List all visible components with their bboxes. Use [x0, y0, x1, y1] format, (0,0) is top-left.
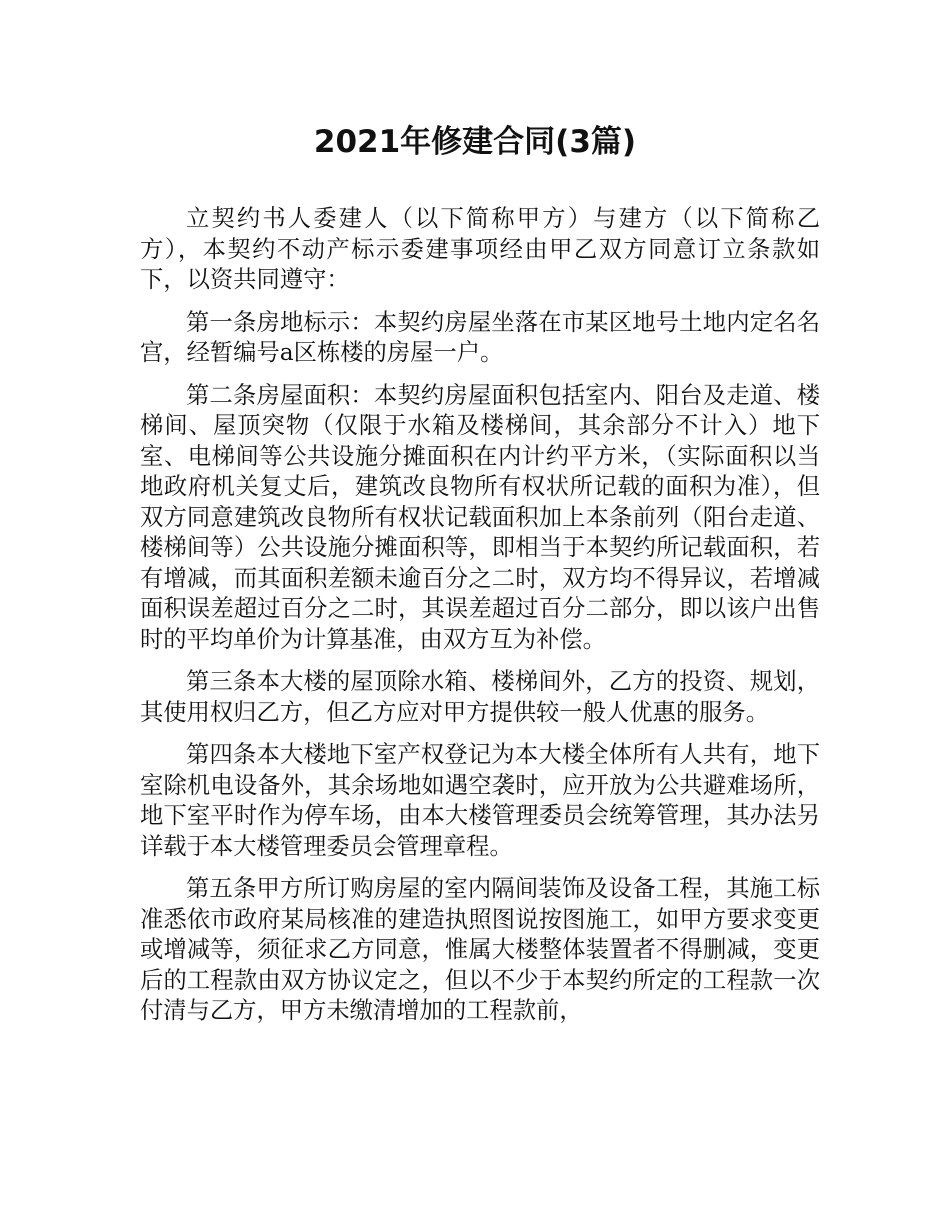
paragraph-article-5: 第五条甲方所订购房屋的室内隔间装饰及设备工程，其施工标准悉依市政府某局核准的建造执照图说按图施工，如甲方要求变更或增减等，须征求乙方同意，惟属大楼整体装置者不得删减，变更后的工程款由双方协议定之，但以不少于本契约所定的工程款一次付清与乙方，甲方未缴清增加的工程款前， [140, 875, 820, 1024]
paragraph-article-2: 第二条房屋面积：本契约房屋面积包括室内、阳台及走道、楼梯间、屋顶突物（仅限于水箱及楼梯间，其余部分不计入）地下室、电梯间等公共设施分摊面积在内计约平方米，（实际面积以当地政府机关复丈后，建筑改良物所有权状所记载的面积为准），但双方同意建筑改良物所有权状记载面积加上本条前列（阳台走道、楼梯间等）公共设施分摊面积等，即相当于本契约所记载面积，若有增减，而其面积差额未逾百分之二时，双方均不得异议，若增减面积误差超过百分之二时，其误差超过百分二部分，即以该户出售时的平均单价为计算基准，由双方互为补偿。 [140, 381, 820, 653]
document-title: 2021年修建合同(3篇) [313, 124, 637, 160]
paragraph-article-4: 第四条本大楼地下室产权登记为本大楼全体所有人共有，地下室除机电设备外，其余场地如遇空袭时，应开放为公共避难场所，地下室平时作为停车场，由本大楼管理委员会统筹管理，其办法另详载于本大楼管理委员会管理章程。 [140, 741, 820, 860]
paragraph-preamble: 立契约书人委建人（以下简称甲方）与建方（以下简称乙方），本契约不动产标示委建事项经由甲乙双方同意订立条款如下，以资共同遵守： [140, 205, 820, 293]
paragraph-article-1: 第一条房地标示：本契约房屋坐落在市某区地号土地内定名名宫，经暂编号a区栋楼的房屋一户。 [140, 308, 820, 366]
document-body [140, 204, 820, 1039]
paragraph-article-3: 第三条本大楼的屋顶除水箱、楼梯间外，乙方的投资、规划，其使用权归乙方，但乙方应对甲方提供较一般人优惠的服务。 [140, 668, 820, 726]
